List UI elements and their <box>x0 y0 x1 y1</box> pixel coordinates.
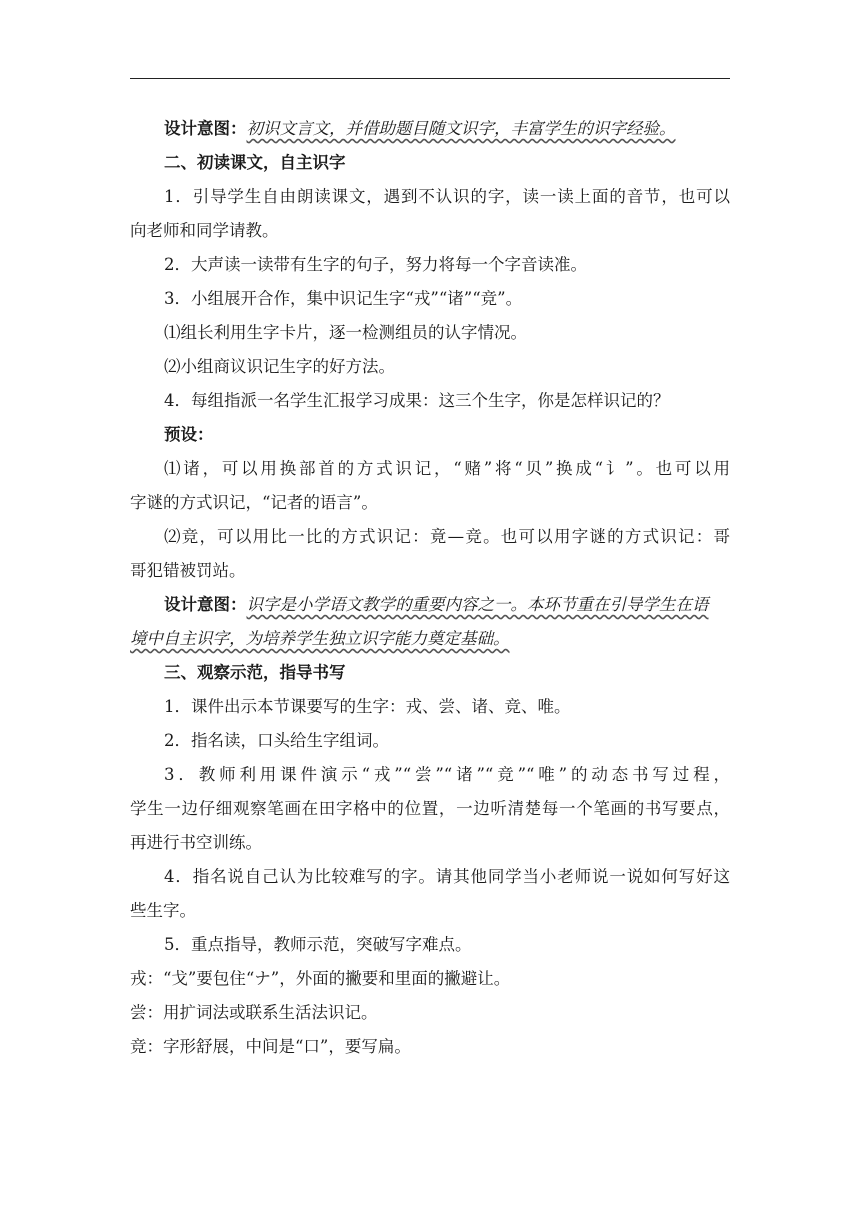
s2-item4: 4．每组指派一名学生汇报学习成果：这三个生字，你是怎样识记的？ <box>164 391 670 410</box>
s3-item4-line1: 4．指名说自己认为比较难写的字。请其他同学当小老师说一说如何写好这 <box>164 867 730 886</box>
char-note-chang: 尝：用扩词法或联系生活法识记。 <box>130 1003 378 1022</box>
char-note-rong: 戎：“戈”要包住“ナ”，外面的撇要和里面的撇避让。 <box>130 969 511 988</box>
s3-item1: 1．课件出示本节课要写的生字：戎、尝、诸、竞、唯。 <box>164 697 571 716</box>
s3-item3-line1: 3．教师利用课件演示“戎”“尝”“诸”“竞”“唯”的动态书写过程， <box>164 765 730 784</box>
design-intent-text: 境中自主识字，为培养学生独立识字能力奠定基础。 <box>130 629 510 648</box>
design-intent-label: 设计意图： <box>164 595 247 614</box>
s3-item2: 2．指名读，口头给生字组词。 <box>164 731 389 750</box>
s3-item3-line2: 学生一边仔细观察笔画在田字格中的位置，一边听清楚每一个笔画的书写要点， <box>130 799 730 818</box>
design-intent-2 <box>130 594 730 616</box>
header-rule <box>130 78 730 79</box>
s3-item4-line2: 些生字。 <box>130 901 196 920</box>
preset-1-line1: ⑴诸，可以用换部首的方式识记，“赌”将“贝”换成“讠”。也可以用 <box>164 459 730 478</box>
design-intent-text: 初识文言文，并借助题目随文识字，丰富学生的识字经验。 <box>246 119 676 138</box>
char-note-jing: 竞：字形舒展，中间是“口”，要写扁。 <box>130 1037 411 1056</box>
s2-item1-line2: 向老师和同学请教。 <box>130 221 279 240</box>
s2-item2: 2．大声读一读带有生字的句子，努力将每一个字音读准。 <box>164 255 587 274</box>
s2-item3-sub1: ⑴组长利用生字卡片，逐一检测组员的认字情况。 <box>164 323 527 342</box>
design-intent-2-line2 <box>130 628 730 650</box>
design-intent-text: 识字是小学语文教学的重要内容之一。本环节重在引导学生在语 <box>246 595 709 614</box>
preset-1-line2: 字谜的方式识记，“记者的语言”。 <box>130 493 378 512</box>
preset-2-line1: ⑵竞，可以用比一比的方式识记：竟—竞。也可以用字谜的方式识记：哥 <box>164 527 730 546</box>
s2-item3: 3．小组展开合作，集中识记生字“戎”“诸”“竞”。 <box>164 289 523 308</box>
section-3-heading: 三、观察示范，指导书写 <box>164 663 346 682</box>
s2-item3-sub2: ⑵小组商议识记生字的好方法。 <box>164 357 395 376</box>
preset-label: 预设： <box>164 425 214 444</box>
s3-item3-line3: 再进行书空训练。 <box>130 833 262 852</box>
preset-2-line2: 哥犯错被罚站。 <box>130 561 246 580</box>
s3-item5: 5．重点指导，教师示范，突破写字难点。 <box>164 935 472 954</box>
design-intent-1 <box>130 118 730 140</box>
section-2-heading: 二、初读课文，自主识字 <box>164 153 346 172</box>
design-intent-label: 设计意图： <box>164 119 247 138</box>
s2-item1-line1: 1．引导学生自由朗读课文，遇到不认识的字，读一读上面的音节，也可以 <box>164 187 730 206</box>
